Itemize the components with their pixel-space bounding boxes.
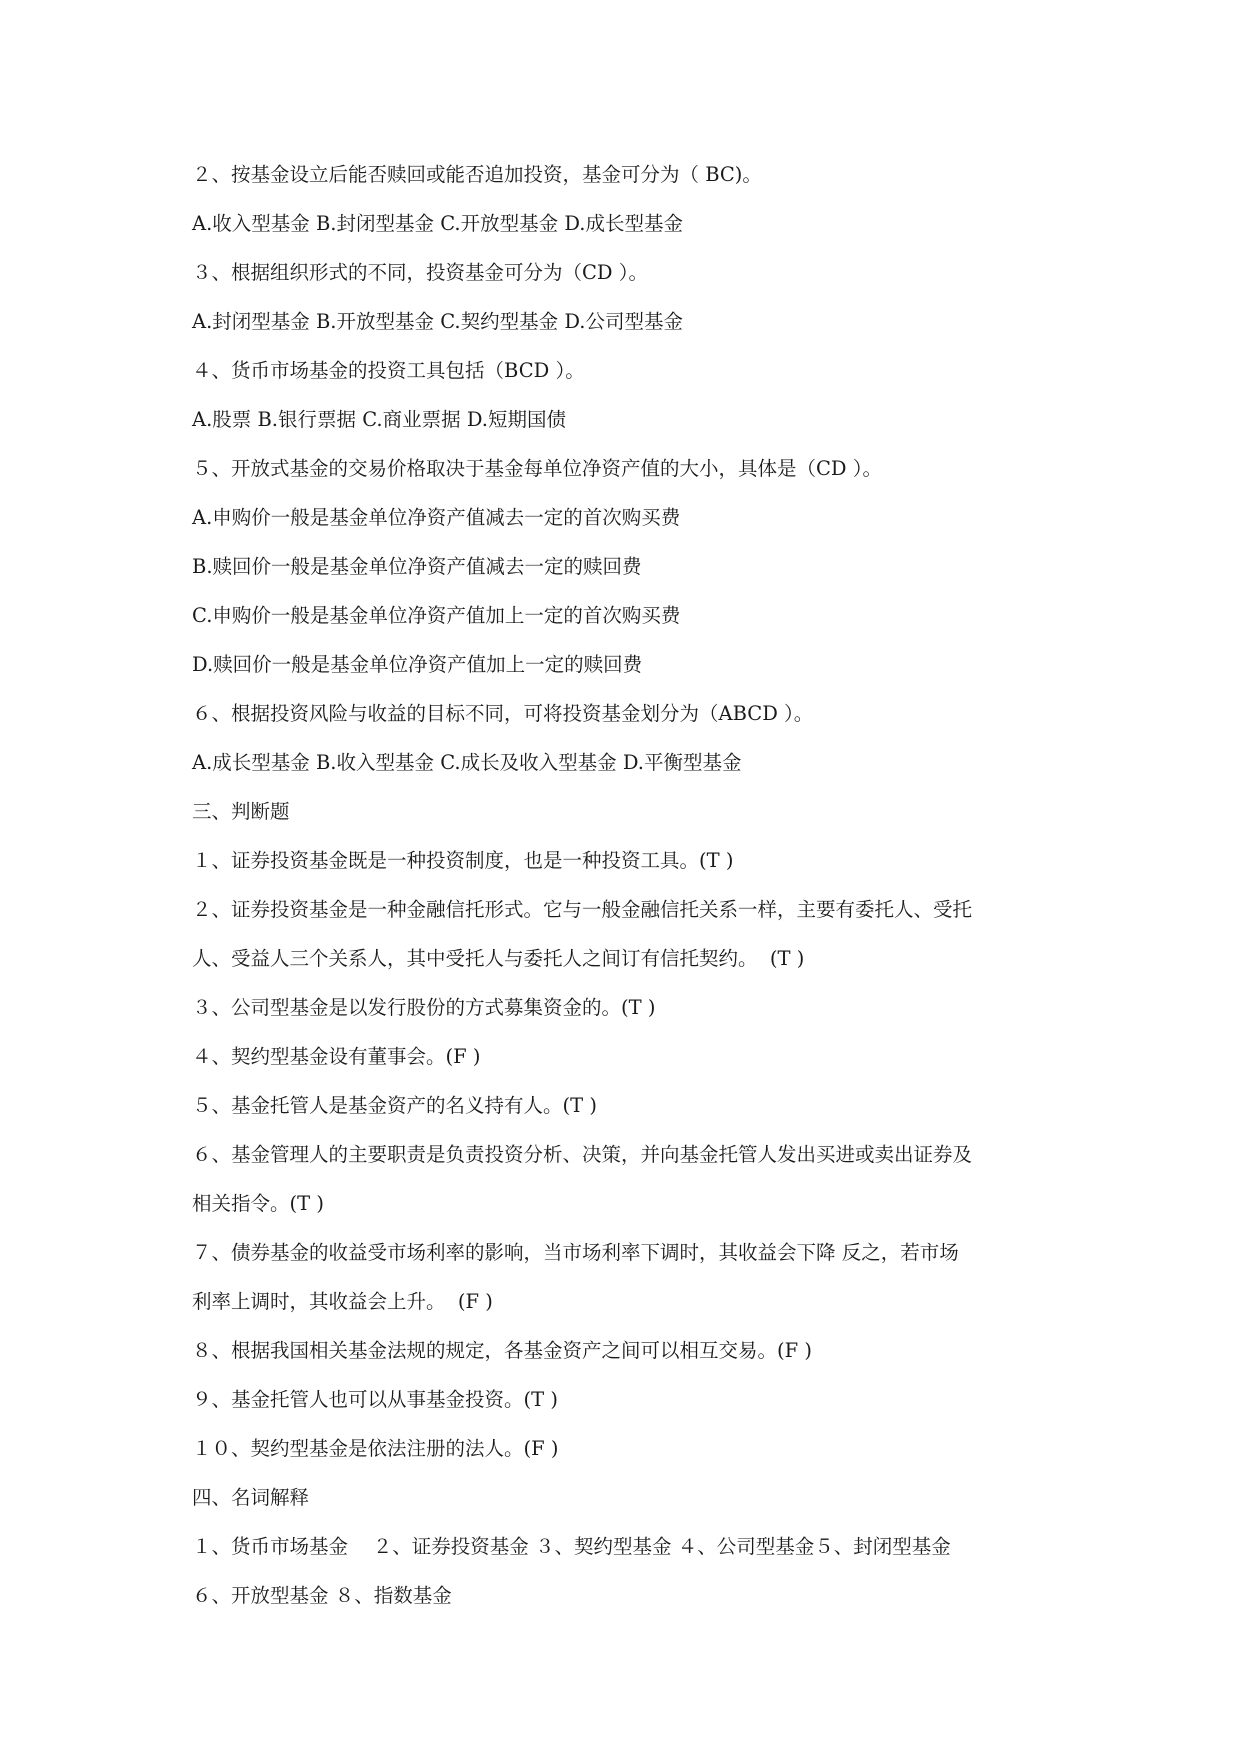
tf-question-2-line-2: 人、受益人三个关系人，其中受托人与委托人之间订有信托契约。 (T ) <box>192 947 805 970</box>
document-body <box>192 150 1072 1620</box>
terms-line-1: １、货币市场基金 ２、证券投资基金 ３、契约型基金 ４、公司型基金５、封闭型基金 <box>192 1535 951 1558</box>
tf-question-4: ４、契约型基金设有董事会。(F ) <box>192 1045 481 1068</box>
terms-line-2: ６、开放型基金 ８、指数基金 <box>192 1584 452 1607</box>
question-2-choice: ２、按基金设立后能否赎回或能否追加投资，基金可分为（ BC)。 <box>192 163 762 186</box>
tf-question-6-line-1: ６、基金管理人的主要职责是负责投资分析、决策，并向基金托管人发出买进或卖出证券及 <box>192 1143 973 1166</box>
tf-question-10: １０、契约型基金是依法注册的法人。(F ) <box>192 1437 559 1460</box>
question-6-options: A.成长型基金 B.收入型基金 C.成长及收入型基金 D.平衡型基金 <box>192 751 742 774</box>
question-3-options: A.封闭型基金 B.开放型基金 C.契约型基金 D.公司型基金 <box>192 310 683 333</box>
question-2-options: A.收入型基金 B.封闭型基金 C.开放型基金 D.成长型基金 <box>192 212 683 235</box>
section-heading-terms: 四、名词解释 <box>192 1486 310 1509</box>
question-3-choice: ３、根据组织形式的不同，投资基金可分为（CD ）。 <box>192 261 649 284</box>
tf-question-3: ３、公司型基金是以发行股份的方式募集资金的。(T ) <box>192 996 656 1019</box>
question-5-option-a: A.申购价一般是基金单位净资产值减去一定的首次购买费 <box>192 506 681 529</box>
question-4-options: A.股票 B.银行票据 C.商业票据 D.短期国债 <box>192 408 566 431</box>
question-6-choice: ６、根据投资风险与收益的目标不同，可将投资基金划分为（ABCD ）。 <box>192 702 814 725</box>
section-heading-true-false: 三、判断题 <box>192 800 290 823</box>
question-4-choice: ４、货币市场基金的投资工具包括（BCD ）。 <box>192 359 585 382</box>
tf-question-6-line-2: 相关指令。(T ) <box>192 1192 324 1215</box>
tf-question-5: ５、基金托管人是基金资产的名义持有人。(T ) <box>192 1094 597 1117</box>
tf-question-8: ８、根据我国相关基金法规的规定，各基金资产之间可以相互交易。(F ) <box>192 1339 812 1362</box>
tf-question-7-line-1: ７、债券基金的收益受市场利率的影响，当市场利率下调时，其收益会下降 反之，若市场 <box>192 1241 959 1264</box>
tf-question-7-line-2: 利率上调时，其收益会上升。 (F ) <box>192 1290 493 1313</box>
question-5-option-b: B.赎回价一般是基金单位净资产值减去一定的赎回费 <box>192 555 642 578</box>
tf-question-1: １、证券投资基金既是一种投资制度，也是一种投资工具。(T ) <box>192 849 734 872</box>
question-5-choice: ５、开放式基金的交易价格取决于基金每单位净资产值的大小，具体是（CD ）。 <box>192 457 883 480</box>
tf-question-9: ９、基金托管人也可以从事基金投资。(T ) <box>192 1388 558 1411</box>
tf-question-2-line-1: ２、证券投资基金是一种金融信托形式。它与一般金融信托关系一样，主要有委托人、受托 <box>192 898 973 921</box>
question-5-option-c: C.申购价一般是基金单位净资产值加上一定的首次购买费 <box>192 604 681 627</box>
question-5-option-d: D.赎回价一般是基金单位净资产值加上一定的赎回费 <box>192 653 643 676</box>
